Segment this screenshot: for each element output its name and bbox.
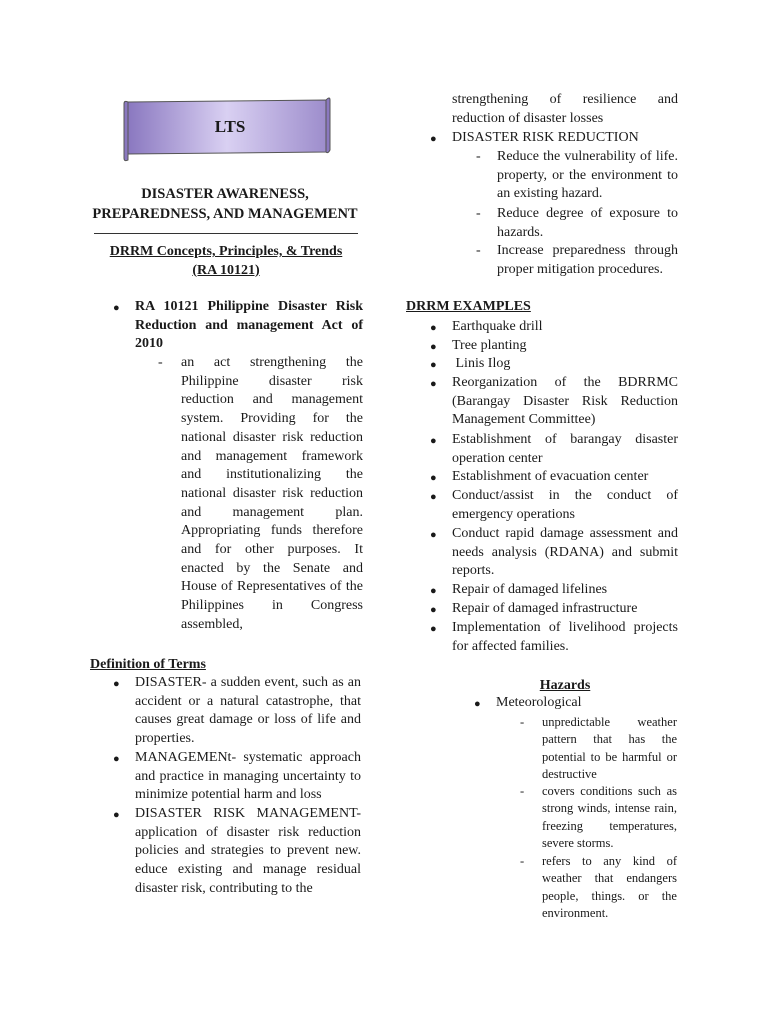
dash-icon: - (158, 355, 163, 370)
bullet-icon: ● (474, 698, 481, 710)
bullet-icon: ● (430, 623, 437, 635)
bullet-icon: ● (113, 753, 120, 765)
ra10121-description: an act strengthening the Philippine disaster risk reduction and management system. Providing for the national disaster risk reduction and management framework and institutionalizing the national disaster risk reduction and management plan. Appropriating funds therefore and for other purposes. It enacted by the Senate and House of Representatives of the Philippines in Congress assembled, (181, 355, 363, 632)
example-item: Reorganization of the BDRRMC (Barangay Disaster Risk Reduction Management Committee) (452, 375, 678, 428)
example-item: Tree planting (452, 338, 527, 353)
bullet-icon: ● (430, 472, 437, 484)
dash-icon: - (476, 206, 481, 221)
bullet-icon: ● (430, 529, 437, 541)
dash-icon: - (476, 149, 481, 164)
drrm-heading-line-1: DRRM Concepts, Principles, & Trends (109, 244, 343, 259)
dash-icon: - (520, 854, 525, 868)
drrm-heading (80, 242, 372, 280)
bullet-icon: ● (430, 359, 437, 371)
example-item: Establishment of evacuation center (452, 469, 649, 484)
dash-icon: - (520, 715, 525, 729)
bullet-icon: ● (430, 341, 437, 353)
drrm-heading-line-2: (RA 10121) (192, 263, 260, 278)
ra10121-title: RA 10121 Philippine Disaster Risk Reduction and management Act of 2010 (135, 299, 363, 352)
bullet-icon: ● (113, 302, 120, 314)
bullet-icon: ● (430, 133, 437, 145)
continuation-text: strengthening of resilience and reduction of disaster losses (452, 92, 678, 126)
drr-item: Increase preparedness through proper mitigation procedures. (497, 243, 678, 277)
title-line-1: DISASTER AWARENESS, (141, 186, 309, 202)
example-item: Establishment of barangay disaster operation center (452, 432, 678, 466)
hazard-item: refers to any kind of weather that endangers people, things. or the environment. (542, 854, 677, 920)
example-item: Earthquake drill (452, 319, 543, 334)
drr-item: Reduce the vulnerability of life. property, or the environment to an existing hazard. (497, 149, 678, 202)
example-item: Conduct/assist in the conduct of emergency operations (452, 488, 678, 522)
example-item: Repair of damaged lifelines (452, 582, 608, 597)
document-title (80, 184, 370, 224)
example-item: Conduct rapid damage assessment and needs analysis (RDANA) and submit reports. (452, 526, 678, 579)
bullet-icon: ● (113, 678, 120, 690)
title-line-2: PREPAREDNESS, AND MANAGEMENT (92, 206, 358, 222)
bullet-icon: ● (430, 322, 437, 334)
hazards-heading: Hazards (539, 678, 591, 693)
drr-item: Reduce degree of exposure to hazards. (497, 206, 678, 240)
bullet-icon: ● (430, 378, 437, 390)
bullet-icon: ● (430, 585, 437, 597)
dash-icon: - (520, 784, 525, 798)
title-divider (94, 233, 358, 234)
example-item: Repair of damaged infrastructure (452, 601, 638, 616)
definition-item: MANAGEMENt- systematic approach and practice in managing uncertainty to minimize potential harm and loss (135, 750, 361, 803)
example-item: Linis Ilog (452, 356, 511, 371)
bullet-icon: ● (430, 604, 437, 616)
hazard-item: covers conditions such as strong winds, intense rain, freezing temperatures, severe storms. (542, 784, 677, 850)
hazard-category: Meteorological (496, 695, 582, 710)
definition-item: DISASTER RISK MANAGEMENT- application of disaster risk reduction policies and strategies to prevent new. educe existing and manage residual disaster risk, contributing to the (135, 806, 361, 896)
bullet-icon: ● (113, 809, 120, 821)
examples-heading: DRRM EXAMPLES (406, 299, 531, 314)
definition-item: DISASTER- a sudden event, such as an accident or a natural catastrophe, that causes great damage or loss of life and properties. (135, 675, 361, 747)
banner-label: LTS (214, 117, 246, 136)
drr-label: DISASTER RISK REDUCTION (452, 130, 639, 145)
bullet-icon: ● (430, 491, 437, 503)
bullet-icon: ● (430, 435, 437, 447)
example-item: Implementation of livelihood projects for affected families. (452, 620, 678, 654)
definitions-heading: Definition of Terms (90, 657, 206, 672)
dash-icon: - (476, 243, 481, 258)
hazard-item: unpredictable weather pattern that has the potential to be harmful or destructive (542, 715, 677, 781)
